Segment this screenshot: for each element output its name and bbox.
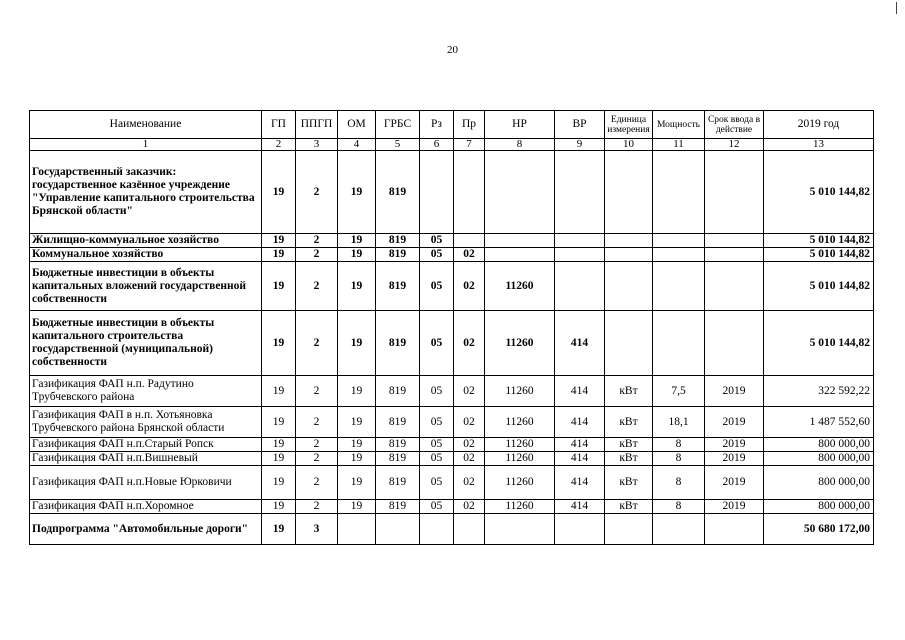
row-grbs: 819 [376, 466, 420, 500]
row-amount: 5 010 144,82 [764, 311, 874, 376]
row-grbs: 819 [376, 438, 420, 452]
row-rz: 05 [420, 262, 454, 311]
row-grbs: 819 [376, 262, 420, 311]
row-pr: 02 [454, 262, 485, 311]
column-number-row [30, 139, 874, 151]
row-amount: 800 000,00 [764, 500, 874, 514]
row-pr [454, 151, 485, 234]
row-amount: 5 010 144,82 [764, 234, 874, 248]
row-power: 8 [653, 438, 705, 452]
row-vr: 414 [555, 500, 605, 514]
row-ppgp: 2 [296, 311, 338, 376]
row-term: 2019 [705, 452, 764, 466]
row-rz: 05 [420, 311, 454, 376]
row-gp: 19 [262, 438, 296, 452]
row-rz: 05 [420, 452, 454, 466]
row-power: 7,5 [653, 376, 705, 407]
row-rz: 05 [420, 466, 454, 500]
table-row [30, 376, 874, 407]
column-number: 10 [605, 139, 653, 151]
row-term [705, 151, 764, 234]
row-om: 19 [338, 466, 376, 500]
row-amount: 5 010 144,82 [764, 248, 874, 262]
row-vr [555, 514, 605, 545]
row-nr: 11260 [485, 311, 555, 376]
header-rz: Рз [420, 111, 454, 139]
row-vr: 414 [555, 438, 605, 452]
row-vr: 414 [555, 452, 605, 466]
row-power [653, 234, 705, 248]
row-term: 2019 [705, 466, 764, 500]
row-nr: 11260 [485, 262, 555, 311]
table-row [30, 438, 874, 452]
row-pr: 02 [454, 466, 485, 500]
row-rz: 05 [420, 438, 454, 452]
row-ppgp: 2 [296, 466, 338, 500]
row-pr: 02 [454, 438, 485, 452]
row-name: Коммунальное хозяйство [30, 248, 262, 262]
row-pr [454, 514, 485, 545]
row-unit [605, 262, 653, 311]
row-om: 19 [338, 376, 376, 407]
row-om: 19 [338, 151, 376, 234]
table-row [30, 262, 874, 311]
row-ppgp: 2 [296, 452, 338, 466]
column-number: 8 [485, 139, 555, 151]
row-term: 2019 [705, 407, 764, 438]
row-gp: 19 [262, 376, 296, 407]
row-term [705, 311, 764, 376]
column-number: 13 [764, 139, 874, 151]
row-om: 19 [338, 407, 376, 438]
header-power: Мощность [653, 111, 705, 139]
table-row [30, 500, 874, 514]
row-term [705, 514, 764, 545]
row-rz: 05 [420, 376, 454, 407]
row-grbs: 819 [376, 500, 420, 514]
row-rz [420, 514, 454, 545]
row-unit: кВт [605, 438, 653, 452]
row-unit: кВт [605, 500, 653, 514]
row-ppgp: 2 [296, 500, 338, 514]
column-number: 7 [454, 139, 485, 151]
row-pr [454, 234, 485, 248]
column-number: 5 [376, 139, 420, 151]
row-power: 8 [653, 466, 705, 500]
row-nr [485, 514, 555, 545]
header-vr: ВР [555, 111, 605, 139]
table-row [30, 311, 874, 376]
table-row [30, 151, 874, 234]
row-om [338, 514, 376, 545]
row-term: 2019 [705, 376, 764, 407]
scan-corner-mark [896, 2, 897, 14]
header-unit: Единица измерения [605, 111, 653, 139]
row-pr: 02 [454, 500, 485, 514]
row-term: 2019 [705, 438, 764, 452]
row-term [705, 234, 764, 248]
column-number: 3 [296, 139, 338, 151]
row-power: 8 [653, 452, 705, 466]
row-gp: 19 [262, 234, 296, 248]
row-name: Газификация ФАП н.п.Новые Юрковичи [30, 466, 262, 500]
row-pr: 02 [454, 376, 485, 407]
budget-table [29, 110, 874, 545]
row-ppgp: 2 [296, 376, 338, 407]
row-unit: кВт [605, 376, 653, 407]
row-ppgp: 2 [296, 234, 338, 248]
column-number: 12 [705, 139, 764, 151]
row-amount: 5 010 144,82 [764, 262, 874, 311]
header-year: 2019 год [764, 111, 874, 139]
header-nr: НР [485, 111, 555, 139]
row-ppgp: 2 [296, 407, 338, 438]
row-grbs: 819 [376, 407, 420, 438]
row-vr [555, 234, 605, 248]
row-unit [605, 248, 653, 262]
row-vr: 414 [555, 407, 605, 438]
row-grbs [376, 514, 420, 545]
row-amount: 800 000,00 [764, 452, 874, 466]
row-amount: 5 010 144,82 [764, 151, 874, 234]
row-grbs: 819 [376, 452, 420, 466]
row-rz [420, 151, 454, 234]
header-name: Наименование [30, 111, 262, 139]
page-number: 20 [447, 44, 458, 56]
row-gp: 19 [262, 500, 296, 514]
header-ppgp: ППГП [296, 111, 338, 139]
row-om: 19 [338, 262, 376, 311]
row-unit [605, 311, 653, 376]
header-row [30, 111, 874, 139]
row-nr [485, 234, 555, 248]
row-vr [555, 248, 605, 262]
row-name: Газификация ФАП н.п.Старый Ропск [30, 438, 262, 452]
row-nr: 11260 [485, 376, 555, 407]
row-rz: 05 [420, 407, 454, 438]
row-nr: 11260 [485, 438, 555, 452]
row-nr: 11260 [485, 407, 555, 438]
row-vr [555, 151, 605, 234]
row-grbs: 819 [376, 248, 420, 262]
row-power [653, 311, 705, 376]
table-row [30, 234, 874, 248]
row-amount: 800 000,00 [764, 438, 874, 452]
table-row [30, 514, 874, 545]
row-nr: 11260 [485, 466, 555, 500]
row-name: Жилищно-коммунальное хозяйство [30, 234, 262, 248]
row-grbs: 819 [376, 311, 420, 376]
row-name: Подпрограмма "Автомобильные дороги" [30, 514, 262, 545]
row-unit [605, 514, 653, 545]
row-nr: 11260 [485, 452, 555, 466]
row-amount: 800 000,00 [764, 466, 874, 500]
row-gp: 19 [262, 514, 296, 545]
row-gp: 19 [262, 407, 296, 438]
row-name: Бюджетные инвестиции в объекты капитальных вложений государственной собственности [30, 262, 262, 311]
header-gp: ГП [262, 111, 296, 139]
row-om: 19 [338, 234, 376, 248]
row-gp: 19 [262, 466, 296, 500]
row-name: Бюджетные инвестиции в объекты капитального строительства государственной (муниципальной) собственности [30, 311, 262, 376]
table-row [30, 466, 874, 500]
row-grbs: 819 [376, 234, 420, 248]
row-grbs: 819 [376, 376, 420, 407]
row-name: Газификация ФАП н.п. Радутино Трубчевского района [30, 376, 262, 407]
row-term [705, 248, 764, 262]
row-vr: 414 [555, 311, 605, 376]
row-nr: 11260 [485, 500, 555, 514]
row-gp: 19 [262, 452, 296, 466]
row-ppgp: 2 [296, 248, 338, 262]
row-gp: 19 [262, 262, 296, 311]
row-ppgp: 3 [296, 514, 338, 545]
header-om: ОМ [338, 111, 376, 139]
row-ppgp: 2 [296, 438, 338, 452]
row-om: 19 [338, 452, 376, 466]
row-om: 19 [338, 311, 376, 376]
row-nr [485, 248, 555, 262]
column-number: 4 [338, 139, 376, 151]
row-name: Газификация ФАП н.п.Вишневый [30, 452, 262, 466]
row-amount: 322 592,22 [764, 376, 874, 407]
row-nr [485, 151, 555, 234]
row-name: Газификация ФАП н.п.Хоромное [30, 500, 262, 514]
row-power [653, 248, 705, 262]
row-power [653, 262, 705, 311]
row-term: 2019 [705, 500, 764, 514]
row-pr: 02 [454, 407, 485, 438]
row-ppgp: 2 [296, 151, 338, 234]
row-vr: 414 [555, 466, 605, 500]
row-unit: кВт [605, 466, 653, 500]
column-number: 2 [262, 139, 296, 151]
row-vr [555, 262, 605, 311]
row-vr: 414 [555, 376, 605, 407]
row-power [653, 151, 705, 234]
row-power: 8 [653, 500, 705, 514]
row-om: 19 [338, 500, 376, 514]
row-gp: 19 [262, 151, 296, 234]
row-unit: кВт [605, 407, 653, 438]
column-number: 9 [555, 139, 605, 151]
row-grbs: 819 [376, 151, 420, 234]
row-pr: 02 [454, 248, 485, 262]
row-amount: 50 680 172,00 [764, 514, 874, 545]
row-gp: 19 [262, 311, 296, 376]
row-power [653, 514, 705, 545]
column-number: 6 [420, 139, 454, 151]
table-row [30, 407, 874, 438]
header-grbs: ГРБС [376, 111, 420, 139]
row-gp: 19 [262, 248, 296, 262]
row-rz: 05 [420, 500, 454, 514]
row-unit: кВт [605, 452, 653, 466]
column-number: 11 [653, 139, 705, 151]
header-term: Срок ввода в действие [705, 111, 764, 139]
row-unit [605, 151, 653, 234]
table-row [30, 248, 874, 262]
column-number: 1 [30, 139, 262, 151]
row-ppgp: 2 [296, 262, 338, 311]
row-rz: 05 [420, 248, 454, 262]
header-pr: Пр [454, 111, 485, 139]
row-unit [605, 234, 653, 248]
row-om: 19 [338, 248, 376, 262]
row-pr: 02 [454, 311, 485, 376]
row-rz: 05 [420, 234, 454, 248]
table-row [30, 452, 874, 466]
row-name: Государственный заказчик: государственное казённое учреждение "Управление капитального строительства Брянской области" [30, 151, 262, 234]
row-amount: 1 487 552,60 [764, 407, 874, 438]
row-power: 18,1 [653, 407, 705, 438]
row-om: 19 [338, 438, 376, 452]
row-name: Газификация ФАП в н.п. Хотьяновка Трубчевского района Брянской области [30, 407, 262, 438]
row-pr: 02 [454, 452, 485, 466]
row-term [705, 262, 764, 311]
